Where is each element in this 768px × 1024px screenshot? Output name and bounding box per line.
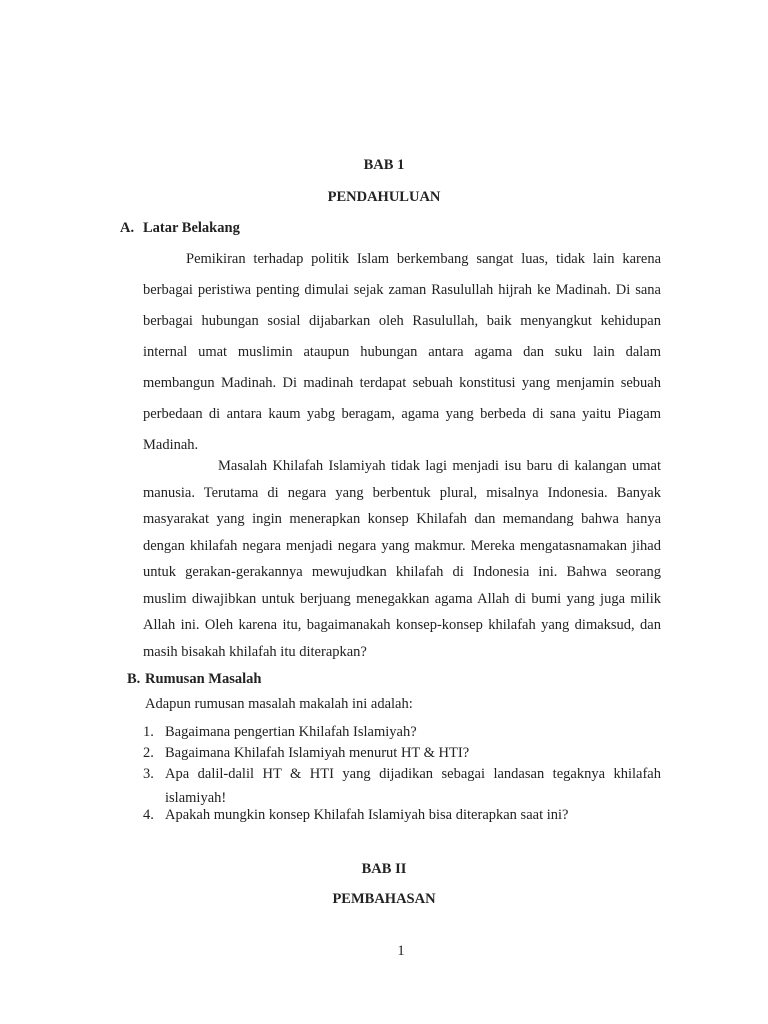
chapter-2-title: PEMBAHASAN — [332, 891, 436, 907]
background-paragraph-1 — [143, 244, 661, 461]
chapter-2-number: BAB II — [361, 861, 407, 877]
list-item-text: Bagaimana Khilafah Islamiyah menurut HT & HTI? — [165, 745, 470, 761]
section-a-heading: Latar Belakang — [143, 220, 240, 236]
list-item-text-continued: islamiyah! — [165, 790, 227, 806]
section-b-marker: B. — [127, 671, 141, 687]
paragraph-2-text: Masalah Khilafah Islamiyah tidak lagi menjadi isu baru di kalangan umat manusia. Terutama di negara yang berbentuk plural, misalnya Indonesia. Banyak masyarakat yang ingin menerapkan konsep Khilafah dan memandang bahwa hanya dengan khilafah negara menjadi negara yang makmur. Mereka mengatasnamakan jihad untuk gerakan-gerakannya mewujudkan khilafah di Indonesia ini. Bahwa seorang muslim diwajibkan untuk berjuang menegakkan agama Allah di bumi yang juga milik Allah ini. Oleh karena itu, bagaimanakah konsep-konsep khilafah yang dimaksud, dan masih bisakah khilafah itu diterapkan? — [143, 458, 661, 660]
list-item-text: Apakah mungkin konsep Khilafah Islamiyah bisa diterapkan saat ini? — [165, 807, 569, 823]
chapter-title: PENDAHULUAN — [327, 189, 441, 205]
background-paragraph-2 — [143, 453, 661, 665]
list-item-number: 2. — [143, 745, 154, 761]
chapter-number: BAB 1 — [363, 157, 405, 173]
section-b-heading: Rumusan Masalah — [145, 671, 262, 687]
list-item-number: 1. — [143, 724, 154, 740]
list-item-number: 4. — [143, 807, 154, 823]
page-number: 1 — [397, 943, 405, 959]
problem-intro: Adapun rumusan masalah makalah ini adalah: — [145, 696, 413, 712]
paragraph-1-text: Pemikiran terhadap politik Islam berkembang sangat luas, tidak lain karena berbagai peristiwa penting dimulai sejak zaman Rasulullah hijrah ke Madinah. Di sana berbagai hubungan sosial dijabarkan oleh Rasulullah, baik menyangkut kehidupan internal umat muslimin ataupun hubungan antara agama dan suku lain dalam membangun Madinah. Di madinah terdapat sebuah konstitusi yang menjamin sebuah perbedaan di antara kaum yabg beragam, agama yang berbeda di sana yaitu Piagam Madinah. — [143, 251, 661, 453]
list-item-number: 3. — [143, 766, 154, 782]
list-item-text: Bagaimana pengertian Khilafah Islamiyah? — [165, 724, 417, 740]
list-item-text: Apa dalil-dalil HT & HTI yang dijadikan sebagai landasan tegaknya khilafah — [165, 766, 661, 782]
section-a-marker: A. — [120, 220, 135, 236]
